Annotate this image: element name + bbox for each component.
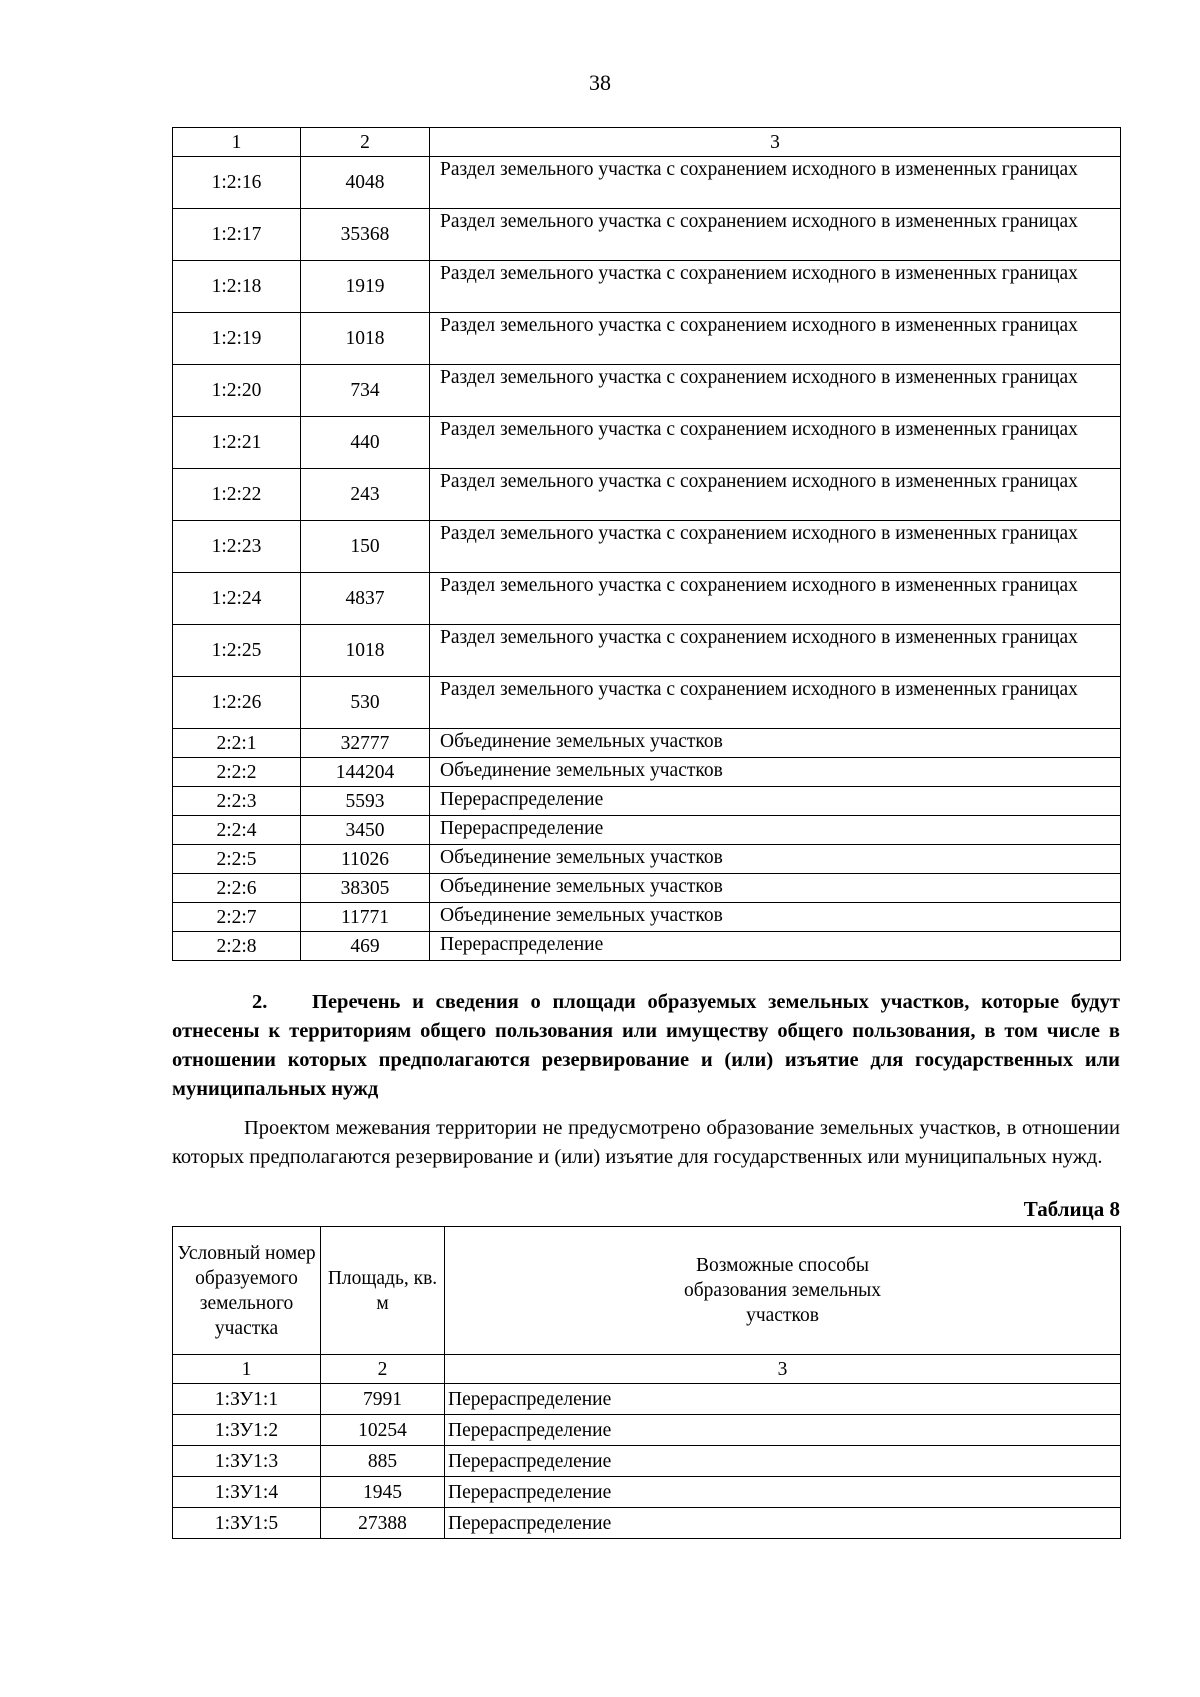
- area-cell: 35368: [301, 209, 430, 261]
- plot-number-cell: 1:2:20: [173, 365, 301, 417]
- column-number-2: 2: [301, 128, 430, 157]
- public-plots-table: [172, 1226, 1121, 1539]
- area-cell: 469: [301, 932, 430, 961]
- table-row: [173, 157, 1121, 209]
- table-row: [173, 1477, 1121, 1508]
- plot-number-cell: 1:2:25: [173, 625, 301, 677]
- column-number-3: 3: [445, 1355, 1121, 1384]
- area-cell: 144204: [301, 758, 430, 787]
- table-caption: Таблица 8: [1023, 1197, 1120, 1221]
- method-cell: Перераспределение: [445, 1384, 1121, 1415]
- column-number-1: 1: [173, 1355, 321, 1384]
- method-cell: Раздел земельного участка с сохранением исходного в измененных границах: [430, 313, 1121, 365]
- table-numbering-row: [173, 1355, 1121, 1384]
- plot-number-cell: 1:2:22: [173, 469, 301, 521]
- method-cell: Перераспределение: [445, 1508, 1121, 1539]
- area-cell: 885: [321, 1446, 445, 1477]
- plot-number-cell: 2:2:4: [173, 816, 301, 845]
- plot-number-cell: 1:ЗУ1:2: [173, 1415, 321, 1446]
- table-row: [173, 816, 1121, 845]
- column-number-1: 1: [173, 128, 301, 157]
- plot-number-cell: 1:2:19: [173, 313, 301, 365]
- area-cell: 38305: [301, 874, 430, 903]
- column-number-3: 3: [430, 128, 1121, 157]
- area-cell: 530: [301, 677, 430, 729]
- plot-number-cell: 2:2:6: [173, 874, 301, 903]
- method-cell: Раздел земельного участка с сохранением исходного в измененных границах: [430, 573, 1121, 625]
- plot-number-cell: 1:2:23: [173, 521, 301, 573]
- method-cell: Объединение земельных участков: [430, 903, 1121, 932]
- plot-number-cell: 1:2:17: [173, 209, 301, 261]
- area-cell: 1018: [301, 625, 430, 677]
- plot-number-cell: 1:ЗУ1:4: [173, 1477, 321, 1508]
- plot-number-cell: 2:2:7: [173, 903, 301, 932]
- plot-number-cell: 1:2:18: [173, 261, 301, 313]
- area-cell: 5593: [301, 787, 430, 816]
- column-number-2: 2: [321, 1355, 445, 1384]
- method-cell: Объединение земельных участков: [430, 758, 1121, 787]
- area-cell: 3450: [301, 816, 430, 845]
- method-cell: Перераспределение: [430, 816, 1121, 845]
- area-cell: 4048: [301, 157, 430, 209]
- table-row: [173, 845, 1121, 874]
- plot-number-cell: 1:2:26: [173, 677, 301, 729]
- header-plot-number: Условный номер образуемого земельного участка: [173, 1227, 321, 1355]
- table-row: [173, 1415, 1121, 1446]
- plot-number-cell: 2:2:1: [173, 729, 301, 758]
- area-cell: 11771: [301, 903, 430, 932]
- table-row: [173, 677, 1121, 729]
- method-cell: Раздел земельного участка с сохранением исходного в измененных границах: [430, 677, 1121, 729]
- section-title: Перечень и сведения о площади образуемых земельных участков, которые будут отнесены к территориям общего пользования или имуществу общего пользования, в том числе в отношении которых предполагаются резервирование и (или) изъятие для государственных или муниципальных нужд: [172, 991, 1120, 1100]
- table-row: [173, 365, 1121, 417]
- area-cell: 734: [301, 365, 430, 417]
- method-cell: Раздел земельного участка с сохранением исходного в измененных границах: [430, 625, 1121, 677]
- table-row: [173, 729, 1121, 758]
- table-row: [173, 417, 1121, 469]
- header-area: Площадь, кв. м: [321, 1227, 445, 1355]
- plot-number-cell: 1:2:21: [173, 417, 301, 469]
- method-cell: Раздел земельного участка с сохранением исходного в измененных границах: [430, 365, 1121, 417]
- plot-number-cell: 2:2:3: [173, 787, 301, 816]
- header-methods: Возможные способы образования земельных участков: [445, 1227, 1121, 1355]
- method-cell: Объединение земельных участков: [430, 845, 1121, 874]
- table-row: [173, 758, 1121, 787]
- plot-number-cell: 2:2:5: [173, 845, 301, 874]
- method-cell: Раздел земельного участка с сохранением исходного в измененных границах: [430, 521, 1121, 573]
- table-row: [173, 874, 1121, 903]
- area-cell: 11026: [301, 845, 430, 874]
- land-plots-table: [172, 127, 1121, 961]
- table-row: [173, 1508, 1121, 1539]
- table-row: [173, 521, 1121, 573]
- method-cell: Перераспределение: [430, 932, 1121, 961]
- method-cell: Перераспределение: [430, 787, 1121, 816]
- table-row: [173, 573, 1121, 625]
- method-cell: Перераспределение: [445, 1415, 1121, 1446]
- land-plots-table-body: [173, 128, 1121, 961]
- area-cell: 1919: [301, 261, 430, 313]
- table-row: [173, 209, 1121, 261]
- plot-number-cell: 2:2:2: [173, 758, 301, 787]
- method-cell: Перераспределение: [445, 1477, 1121, 1508]
- area-cell: 32777: [301, 729, 430, 758]
- area-cell: 1945: [321, 1477, 445, 1508]
- table-row: [173, 261, 1121, 313]
- table-row: [173, 469, 1121, 521]
- area-cell: 7991: [321, 1384, 445, 1415]
- table-row: [173, 313, 1121, 365]
- section-paragraph: Проектом межевания территории не предусмотрено образование земельных участков, в отношении которых предполагаются резервирование и (или) изъятие для государственных или муниципальных нужд.: [172, 1117, 1120, 1168]
- method-cell: Раздел земельного участка с сохранением исходного в измененных границах: [430, 261, 1121, 313]
- method-cell: Перераспределение: [445, 1446, 1121, 1477]
- method-cell: Раздел земельного участка с сохранением исходного в измененных границах: [430, 469, 1121, 521]
- table-row: [173, 903, 1121, 932]
- table-row: [173, 787, 1121, 816]
- section-number: 2.: [252, 991, 268, 1013]
- table-row: [173, 625, 1121, 677]
- area-cell: 27388: [321, 1508, 445, 1539]
- area-cell: 243: [301, 469, 430, 521]
- method-cell: Раздел земельного участка с сохранением исходного в измененных границах: [430, 209, 1121, 261]
- plot-number-cell: 1:2:16: [173, 157, 301, 209]
- area-cell: 10254: [321, 1415, 445, 1446]
- method-cell: Объединение земельных участков: [430, 874, 1121, 903]
- page-number: 38: [589, 70, 611, 95]
- table-header-row: [173, 128, 1121, 157]
- method-cell: Раздел земельного участка с сохранением исходного в измененных границах: [430, 157, 1121, 209]
- method-cell: Объединение земельных участков: [430, 729, 1121, 758]
- area-cell: 4837: [301, 573, 430, 625]
- plot-number-cell: 1:2:24: [173, 573, 301, 625]
- plot-number-cell: 1:ЗУ1:5: [173, 1508, 321, 1539]
- plot-number-cell: 1:ЗУ1:3: [173, 1446, 321, 1477]
- area-cell: 150: [301, 521, 430, 573]
- table-row: [173, 1384, 1121, 1415]
- plot-number-cell: 2:2:8: [173, 932, 301, 961]
- area-cell: 1018: [301, 313, 430, 365]
- table-row: [173, 1446, 1121, 1477]
- area-cell: 440: [301, 417, 430, 469]
- public-plots-table-body: [173, 1227, 1121, 1539]
- method-cell: Раздел земельного участка с сохранением исходного в измененных границах: [430, 417, 1121, 469]
- plot-number-cell: 1:ЗУ1:1: [173, 1384, 321, 1415]
- section-heading: [172, 988, 1120, 1104]
- table-header-row: [173, 1227, 1121, 1355]
- table-row: [173, 932, 1121, 961]
